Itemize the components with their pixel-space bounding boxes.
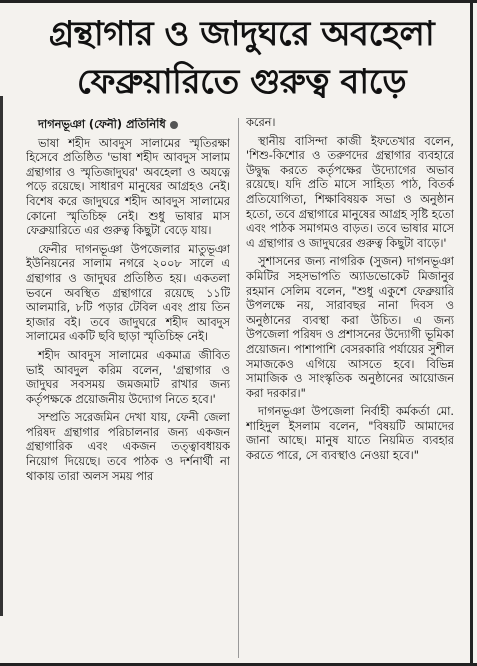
paragraph: ফেনীর দাগনভূঞা উপজেলার মাতুভূঞা ইউনিয়নের সালাম নগরে ২০০৮ সালে এ গ্রন্থাগার ও জাদুঘর প্রতিষ্ঠিত হয়। একতলা ভবনে অবস্থিত গ্রন্থাগারে রয়েছে ১১টি আলমারি, ৮টি পড়ার টেবিল এবং প্রায় তিন হাজার বই। তবে জাদুঘরে শহীদ আবদুস সালামের একটি ছবি ছাড়া স্মৃতিচিহ্ন নেই। bbox=[26, 242, 230, 344]
paragraph: স্থানীয় বাসিন্দা কাজী ইফতেখার বলেন, 'শিশু-কিশোর ও তরুণদের গ্রন্থাগার ব্যবহারে উদ্বুদ্ধ করতে কর্তৃপক্ষের উদ্যোগের অভাব রয়েছে। যদি প্রতি মাসে সাহিত্য পাঠ, বিতর্ক প্রতিযোগিতা, শিক্ষাবিষয়ক সভা ও অনুষ্ঠান হতো, তবে গ্রন্থাগারে মানুষের আগ্রহ সৃষ্টি হতো এবং পাঠক সমাগমও বাড়ত। তবে ভাষার মাসে এ গ্রন্থাগার ও জাদুঘরের গুরুত্ব কিছুটা বাড়ে।' bbox=[246, 134, 454, 250]
left-rule bbox=[0, 96, 3, 616]
bullet-icon bbox=[170, 121, 178, 129]
headline-line-1: গ্রন্থাগার ও জাদুঘরে অবহেলা bbox=[48, 14, 435, 54]
byline-text: দাগনভূঞা (ফেনী) প্রতিনিধি bbox=[38, 118, 166, 131]
column-divider bbox=[238, 118, 239, 658]
paragraph: ভাষা শহীদ আবদুস সালামের স্মৃতিরক্ষা হিসেবে প্রতিষ্ঠিত 'ভাষা শহীদ আবদুস সালাম গ্রন্থাগার ও স্মৃতিজাদুঘর' অবহেলা ও অযত্নে পড়ে রয়েছে। সাধারণ মানুষের আগ্রহও নেই। বিশেষ করে জাদুঘরে শহীদ আবদুস সালামের কোনো স্মৃতিচিহ্ন নেই। শুধু ভাষার মাস ফেব্রুয়ারিতে এর গুরুত্ব কিছুটা বেড়ে যায়। bbox=[26, 136, 230, 238]
right-rule bbox=[470, 0, 473, 666]
headline-line-2: ফেব্রুয়ারিতে গুরুত্ব বাড়ে bbox=[76, 62, 407, 102]
left-column bbox=[26, 118, 230, 658]
paragraph: দাগনভূঞা উপজেলা নির্বাহী কর্মকর্তা মো. শাহিদুল ইসলাম বলেন, "বিষয়টি আমাদের জানা আছে। মানুষ যাতে নিয়মিত ব্যবহার করতে পারে, সে ব্যবস্থাও নেওয়া হবে।" bbox=[246, 405, 454, 463]
paragraph: সম্প্রতি সরেজমিন দেখা যায়, ফেনী জেলা পরিষদ গ্রন্থাগার পরিচালনার জন্য একজন গ্রন্থাগারিক এবং একজন তত্ত্বাবধায়ক নিয়োগ দিয়েছে। তবে পাঠক ও দর্শনার্থী না থাকায় তারা অলস সময় পার bbox=[26, 411, 230, 483]
paragraph: সুশাসনের জন্য নাগরিক (সুজন) দাগনভূঞা কমিটির সহসভাপতি অ্যাডভোকেট মিজানুর রহমান সেলিম বলেন, "শুধু একুশে ফেব্রুয়ারি উপলক্ষে নয়, সারাবছর নানা দিবস ও অনুষ্ঠানের ব্যবস্থা করা উচিত। এ জন্য উপজেলা পরিষদ ও প্রশাসনের উদ্যোগী ভূমিকা প্রয়োজন। পাশাপাশি বেসরকারি পর্যায়ের সুশীল সমাজকেও এগিয়ে আসতে হবে। বিভিন্ন সামাজিক ও সাংস্কৃতিক অনুষ্ঠানের আয়োজন করা দরকার।" bbox=[246, 255, 454, 400]
paragraph: করেন। bbox=[246, 116, 276, 129]
right-column bbox=[246, 116, 454, 661]
headline bbox=[14, 10, 469, 106]
byline bbox=[26, 118, 230, 133]
paragraph: শহীদ আবদুস সালামের একমাত্র জীবিত ভাই আবদুল করিম বলেন, 'গ্রন্থাগার ও জাদুঘর সবসময় জমজমাট রাখার জন্য কর্তৃপক্ষকে প্রয়োজনীয় উদ্যোগ নিতে হবে।' bbox=[26, 348, 230, 406]
top-rule bbox=[0, 0, 477, 3]
